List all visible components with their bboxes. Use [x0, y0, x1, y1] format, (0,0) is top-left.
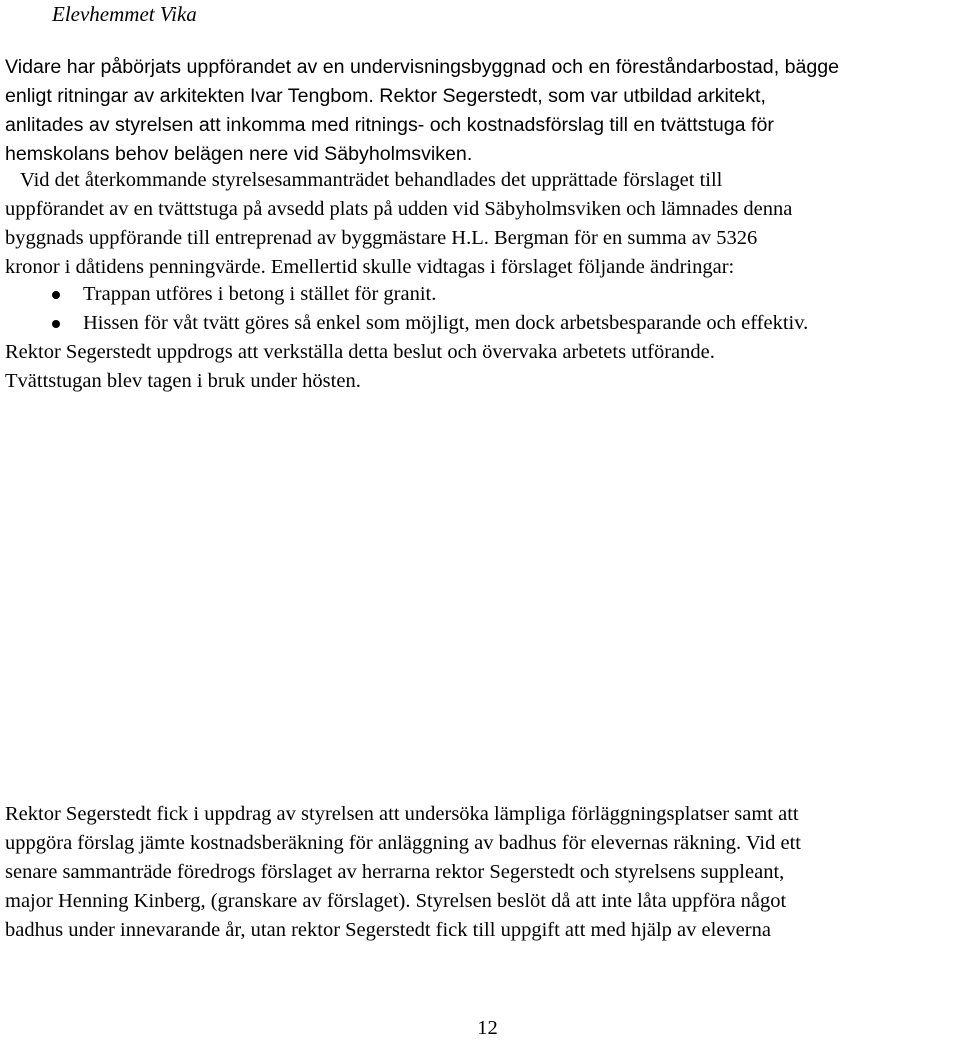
- text-line: Vid det återkommande styrelsesammanträdet behandlades det upprättade förslaget till: [5, 169, 723, 191]
- text-line: Rektor Segerstedt uppdrogs att verkställa detta beslut och övervaka arbetets utförande.: [5, 341, 715, 363]
- text-line: uppförandet av en tvättstuga på avsedd plats på udden vid Säbyholmsviken och lämnades denna: [5, 198, 793, 220]
- text-line: badhus under innevarande år, utan rektor Segerstedt fick till uppgift att med hjälp av eleverna: [5, 919, 771, 941]
- bullet-icon: [52, 320, 60, 328]
- list-item-text: Trappan utföres i betong i stället för granit.: [83, 283, 437, 305]
- text-line: enligt ritningar av arkitekten Ivar Tengbom. Rektor Segerstedt, som var utbildad arkitekt,: [5, 85, 766, 107]
- text-line: byggnads uppförande till entreprenad av byggmästare H.L. Bergman för en summa av 5326: [5, 227, 758, 249]
- text-line: anlitades av styrelsen att inkomma med ritnings- och kostnadsförslag till en tvättstuga för: [5, 114, 774, 136]
- text-line: hemskolans behov belägen nere vid Säbyholmsviken.: [5, 143, 473, 165]
- section-heading: Elevhemmet Vika: [52, 2, 197, 26]
- text-line: Rektor Segerstedt fick i uppdrag av styrelsen att undersöka lämpliga förläggningsplatser samt att: [5, 803, 799, 825]
- text-line: uppgöra förslag jämte kostnadsberäkning för anläggning av badhus för elevernas räkning. Vid ett: [5, 832, 801, 854]
- list-item-text: Hissen för våt tvätt göres så enkel som möjligt, men dock arbetsbesparande och effektiv.: [83, 312, 809, 334]
- text-line: senare sammanträde föredrogs förslaget av herrarna rektor Segerstedt och styrelsens suppleant,: [5, 861, 785, 883]
- text-line: major Henning Kinberg, (granskare av förslaget). Styrelsen beslöt då att inte låta uppföra något: [5, 890, 787, 912]
- bullet-icon: [52, 291, 60, 299]
- list-item: [5, 280, 808, 309]
- text-line: Vidare har påbörjats uppförandet av en undervisningsbyggnad och en föreståndarbostad, bägge: [5, 56, 840, 78]
- paragraph-2: [5, 166, 953, 282]
- paragraph-2-continued: [5, 338, 953, 396]
- text-line: Tvättstugan blev tagen i bruk under hösten.: [5, 370, 361, 392]
- paragraph-3: [5, 800, 953, 945]
- bullet-list: [5, 280, 808, 338]
- list-item: [5, 309, 808, 338]
- text-line: kronor i dåtidens penningvärde. Emellertid skulle vidtagas i förslaget följande ändringar:: [5, 256, 735, 278]
- paragraph-1: [5, 53, 953, 169]
- page-number: 12: [477, 1017, 498, 1039]
